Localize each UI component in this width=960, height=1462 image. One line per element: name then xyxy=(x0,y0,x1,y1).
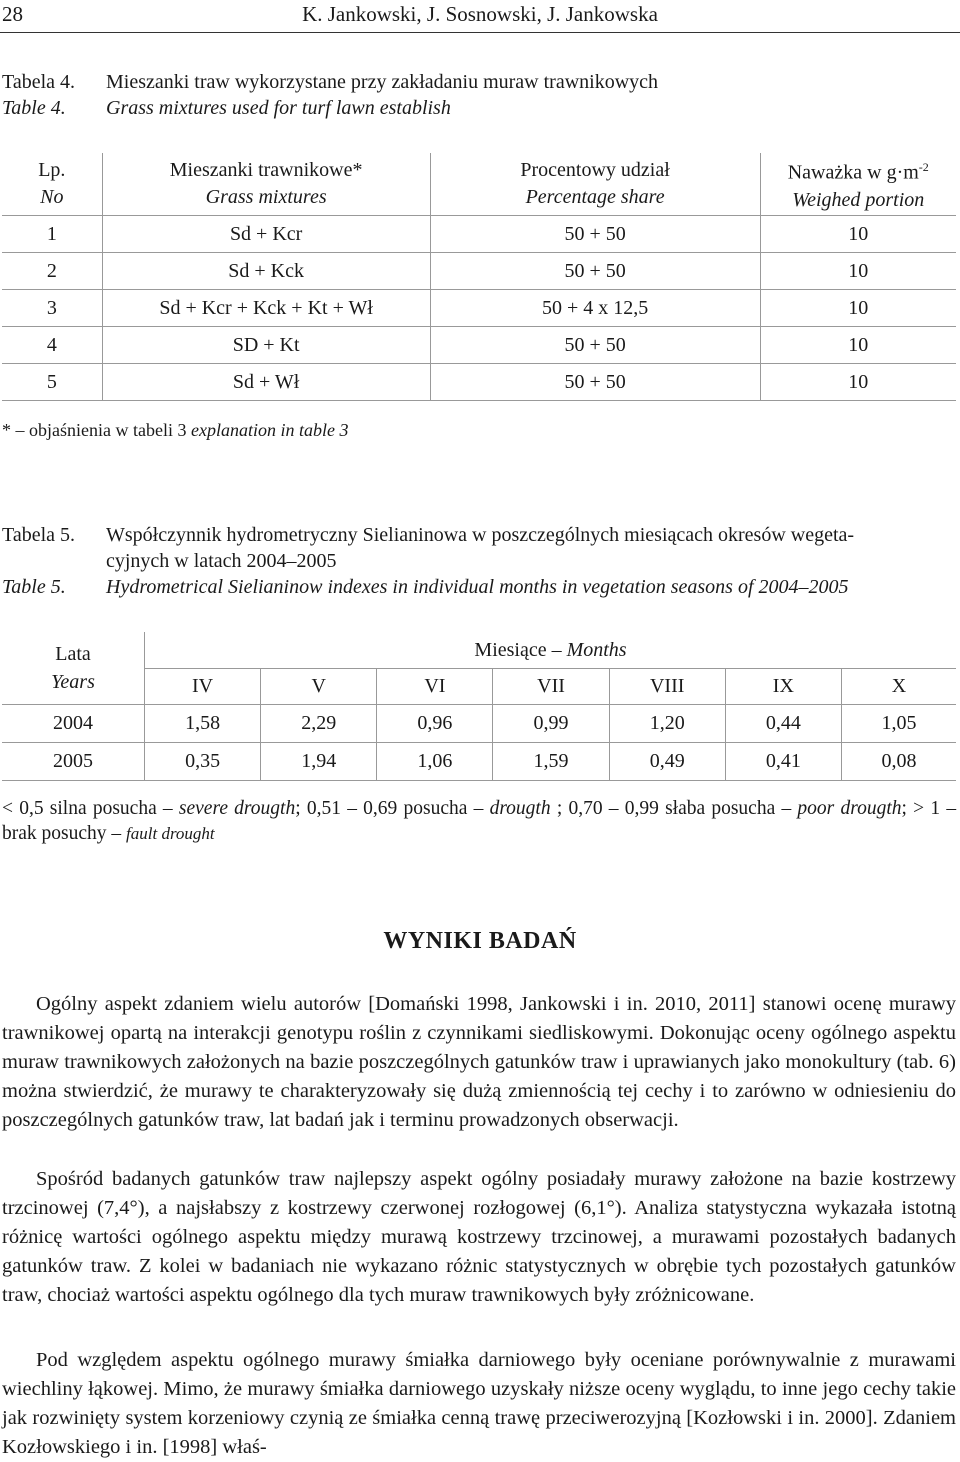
table-cell-year: 2004 xyxy=(2,705,145,743)
table5-header-months xyxy=(145,632,957,669)
table5-month-header: IX xyxy=(725,669,841,705)
running-header-authors: K. Jankowski, J. Sosnowski, J. Jankowska xyxy=(302,2,658,26)
table-cell: Sd + Kcr + Kck + Kt + Wł xyxy=(102,290,430,327)
table-cell: 0,41 xyxy=(725,743,841,781)
table-cell: 50 + 50 xyxy=(430,327,760,364)
table-row xyxy=(2,290,956,327)
table-cell: 0,99 xyxy=(493,705,609,743)
table5-header-months-en: Months xyxy=(566,638,627,661)
table-row xyxy=(2,705,956,743)
table-cell: 2,29 xyxy=(261,705,377,743)
legend-poor-en-2: drougth xyxy=(840,798,902,819)
table-cell: Sd + Kcr xyxy=(102,216,430,253)
page-number: 28 xyxy=(2,2,23,26)
table4-caption-label-en: Table 4. xyxy=(2,97,66,119)
table5-month-header: V xyxy=(261,669,377,705)
table5-header-row-2 xyxy=(2,669,956,705)
table5-header-row-1 xyxy=(2,632,956,669)
table4-header-share xyxy=(430,153,760,216)
table5-month-header: X xyxy=(841,669,956,705)
table5-month-header: VII xyxy=(493,669,609,705)
table4-header-share-pl: Procentowy udział xyxy=(520,159,670,181)
table-cell: 0,96 xyxy=(377,705,493,743)
table-cell: 0,49 xyxy=(609,743,725,781)
table-cell: 10 xyxy=(760,216,956,253)
table-cell: 1,20 xyxy=(609,705,725,743)
legend-none-pl: ; > 1 – brak posuchy – xyxy=(2,798,957,844)
legend-severe-pl: < 0,5 silna posucha – xyxy=(2,798,173,819)
table4-header-mixtures-pl: Mieszanki trawnikowe* xyxy=(169,159,363,181)
table-cell: 3 xyxy=(2,290,102,327)
body-paragraph-3: Pod względem aspektu ogólnego murawy śmiałka darniowego były oceniane porównywalnie z murawami wiechliny łąkowej. Mimo, że murawy śmiałka darniowego uzyskały niższe oceny wyglądu, to inne jego cechy takie jak rozwinięty system korzeniowy czynią ze śmiałka cenną trawę przeciwerozyjną [Kozłowski i in. 2000]. Zdaniem Kozłowskiego i in. [1998] właś- xyxy=(2,1349,956,1458)
table-cell-year: 2005 xyxy=(2,743,145,781)
table5-hydrometric-indexes xyxy=(2,632,956,781)
table-row xyxy=(2,743,956,781)
table5-header-years-en: Years xyxy=(51,671,95,693)
table-row xyxy=(2,327,956,364)
table-cell: SD + Kt xyxy=(102,327,430,364)
table5-caption-label-en: Table 5. xyxy=(2,576,66,598)
table-cell: 50 + 50 xyxy=(430,216,760,253)
table-cell: 5 xyxy=(2,364,102,401)
table5-legend xyxy=(2,796,956,846)
table5-month-header: VIII xyxy=(609,669,725,705)
table-cell: 4 xyxy=(2,327,102,364)
table-cell: 1,94 xyxy=(261,743,377,781)
table5-month-header: IV xyxy=(145,669,261,705)
table-cell: 1,06 xyxy=(377,743,493,781)
table-cell: 1 xyxy=(2,216,102,253)
table5-caption-text-pl-1: Współczynnik hydrometryczny Sielianinowa w poszczególnych miesiącach okresów wegeta- xyxy=(106,524,855,546)
table5-caption-text-en: Hydrometrical Sielianinow indexes in individual months in vegetation seasons of 2004–2005 xyxy=(106,576,849,598)
table4-header-no xyxy=(2,153,102,216)
table-cell: 10 xyxy=(760,253,956,290)
table4-header-mixtures-en: Grass mixtures xyxy=(205,186,327,208)
table-cell: 50 + 50 xyxy=(430,253,760,290)
table5-header-years-pl: Lata xyxy=(55,643,91,665)
table-cell: Sd + Wł xyxy=(102,364,430,401)
table-cell: 2 xyxy=(2,253,102,290)
table4-header-share-en: Percentage share xyxy=(525,186,665,208)
legend-poor-en: poor xyxy=(797,798,835,819)
table4-header-portion-pl: Naważka w g·m xyxy=(787,161,919,184)
table-cell: 0,08 xyxy=(841,743,956,781)
legend-drought-en: drougth xyxy=(489,798,551,819)
table-row xyxy=(2,253,956,290)
table5-header-months-pl: Miesiące – xyxy=(474,638,562,661)
table-cell: 10 xyxy=(760,364,956,401)
table4-grass-mixtures xyxy=(2,153,956,401)
table-cell: 50 + 50 xyxy=(430,364,760,401)
section-title: WYNIKI BADAŃ xyxy=(383,928,577,954)
legend-severe-en: severe drougth xyxy=(178,798,296,819)
table-cell: 1,58 xyxy=(145,705,261,743)
table-cell: 50 + 4 x 12,5 xyxy=(430,290,760,327)
legend-drought-pl: ; 0,51 – 0,69 posucha – xyxy=(295,798,484,819)
table4-footnote-en: explanation in table 3 xyxy=(190,420,349,440)
table-cell: 0,44 xyxy=(725,705,841,743)
table4-header-mixtures xyxy=(102,153,430,216)
table4-footnote xyxy=(2,420,348,441)
table-cell: 1,05 xyxy=(841,705,956,743)
table5-caption-text-pl-2: cyjnych w latach 2004–2005 xyxy=(106,550,337,572)
table-cell: Sd + Kck xyxy=(102,253,430,290)
table-cell: 0,35 xyxy=(145,743,261,781)
table5-caption-label-pl: Tabela 5. xyxy=(2,524,76,546)
table4-footnote-pl: * – objaśnienia w tabeli 3 xyxy=(2,420,187,440)
header-rule xyxy=(0,32,960,33)
table4-caption-text-pl: Mieszanki traw wykorzystane przy zakładaniu muraw trawnikowych xyxy=(106,71,659,93)
table4-header-portion-sup: -2 xyxy=(918,160,929,175)
body-paragraph-2: Spośród badanych gatunków traw najlepszy aspekt ogólny posiadały murawy założone na bazie kostrzewy trzcinowej (7,4°), a najsłabszy z kostrzewy czerwonej rozłogowej (6,1°). Analiza statystyczna wykazała istotną różnicę wartości ogólnego aspektu między murawą kostrzewy trzcinowej, a murawami pozostałych badanych gatunków traw. Z kolei w badaniach nie wykazano różnic statystycznych w obrębie tych pozostałych gatunków traw, chociaż wartości aspektu ogólnego dla tych muraw trawnikowych były zróżnicowane. xyxy=(2,1168,956,1306)
table-row xyxy=(2,364,956,401)
legend-none-en: fault drought xyxy=(126,824,215,843)
table5-header-years xyxy=(2,632,145,705)
table-cell: 1,59 xyxy=(493,743,609,781)
table4-header-portion xyxy=(760,153,956,216)
legend-poor-pl: ; 0,70 – 0,99 słaba posucha – xyxy=(556,798,792,819)
table4-caption-text-en: Grass mixtures used for turf lawn establish xyxy=(106,97,451,119)
table4-header-no-en: No xyxy=(40,186,64,208)
table-cell: 10 xyxy=(760,327,956,364)
table-cell: 10 xyxy=(760,290,956,327)
table4-header-portion-en: Weighed portion xyxy=(792,188,925,211)
table4-caption-label-pl: Tabela 4. xyxy=(2,71,76,93)
table4-header-row xyxy=(2,153,956,216)
table5-month-header: VI xyxy=(377,669,493,705)
table4-header-no-pl: Lp. xyxy=(38,159,66,181)
body-paragraph-1: Ogólny aspekt zdaniem wielu autorów [Domański 1998, Jankowski i in. 2010, 2011] stanowi ocenę murawy trawnikowej opartą na interakcji genotypu roślin z czynnikami siedliskowymi. Dokonując oceny ogólnego aspektu muraw trawnikowych założonych na bazie poszczególnych gatunków traw i uprawianych jako monokultury (tab. 6) można stwierdzić, że murawy te charakteryzowały się dużą zmiennością tej cechy i to zarówno w odniesieniu do poszczególnych gatunków traw, lat badań jak i terminu prowadzonych obserwacji. xyxy=(2,993,956,1131)
table-row xyxy=(2,216,956,253)
